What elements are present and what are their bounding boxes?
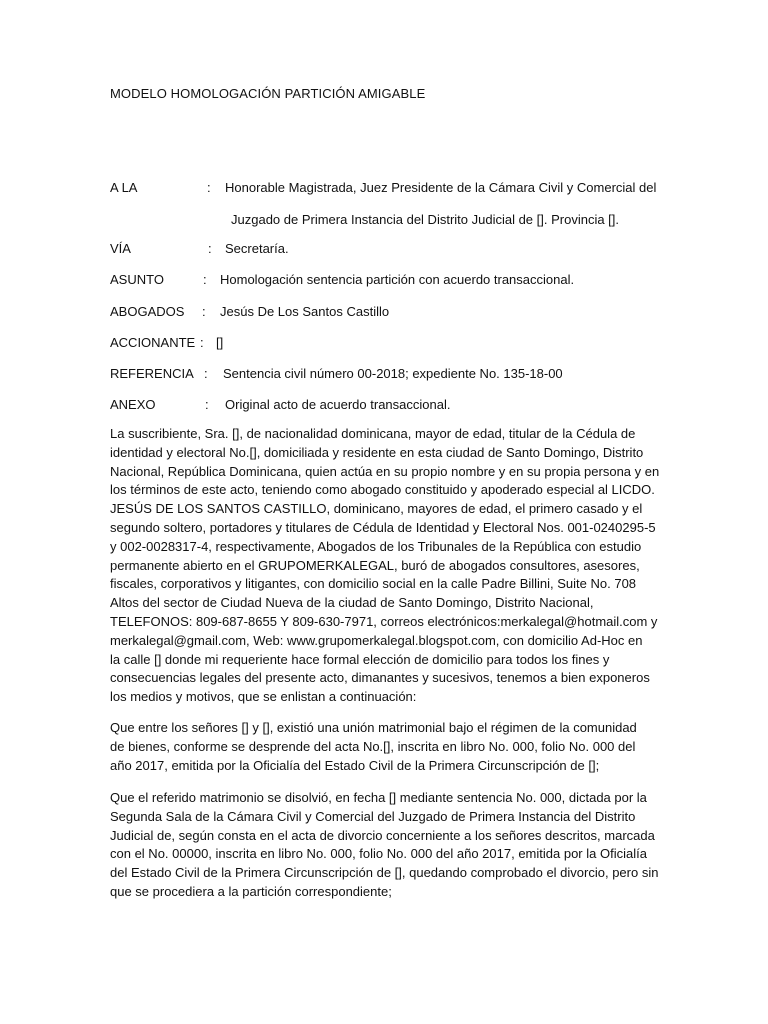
paragraph-line: con el No. 00000, inscrita en libro No. 000, folio No. 000 del año 2017, emitida por la Oficialía xyxy=(110,846,647,862)
paragraph-line: fiscales, corporativos y litigantes, con domicilio social en la calle Padre Billini, Suite No. 708 xyxy=(110,576,637,592)
field-abogados-colon: : xyxy=(202,304,206,319)
paragraph-line: segundo soltero, portadores y titulares de Cédula de Identidad y Electoral Nos. 001-0240295-5 xyxy=(110,519,656,535)
paragraph-line: y 002-0028317-4, respectivamente, Abogados de los Tribunales de la República con estudio xyxy=(110,538,642,554)
field-referencia-label: REFERENCIA xyxy=(110,366,194,381)
paragraph-line: JESÚS DE LOS SANTOS CASTILLO, dominicano, mayores de edad, el primero casado y el xyxy=(110,501,643,517)
paragraph-line: los medios y motivos, que se enlistan a continuación: xyxy=(110,689,417,705)
paragraph-line: que se procediera a la partición correspondiente; xyxy=(110,883,392,899)
field-referencia-value: Sentencia civil número 00-2018; expediente No. 135-18-00 xyxy=(223,366,563,381)
paragraph-line: Segunda Sala de la Cámara Civil y Comercial del Juzgado de Primera Instancia del Distrito xyxy=(110,808,636,824)
field-abogados-value: Jesús De Los Santos Castillo xyxy=(220,304,390,319)
field-anexo-colon: : xyxy=(205,397,209,412)
paragraph-line: del Estado Civil de la Primera Circunscripción de [], quedando comprobado el divorcio, pero sin xyxy=(110,865,659,881)
paragraph-line: los términos de este acto, teniendo como abogado constituido y apoderado especial al LICDO. xyxy=(110,482,655,498)
paragraph-line: TELEFONOS: 809-687-8655 Y 809-630-7971, correos electrónicos:merkalegal@hotmail.com y xyxy=(110,613,658,629)
field-a-la-value-line1: Honorable Magistrada, Juez Presidente de la Cámara Civil y Comercial del xyxy=(225,180,657,195)
paragraph-line: identidad y electoral No.[], domiciliada y residente en esta ciudad de Santo Domingo, Distrito xyxy=(110,444,644,460)
paragraph-line: consecuencias legales del presente acto, dimanantes y sucesivos, tenemos a bien exponeros xyxy=(110,670,650,686)
field-via-value: Secretaría. xyxy=(225,241,289,256)
field-via-colon: : xyxy=(208,241,212,256)
field-accionante-value: [] xyxy=(216,335,224,350)
field-asunto-colon: : xyxy=(203,272,207,287)
field-asunto-value: Homologación sentencia partición con acuerdo transaccional. xyxy=(220,272,575,287)
paragraph-line: Que el referido matrimonio se disolvió, en fecha [] mediante sentencia No. 000, dictada por la xyxy=(110,790,647,805)
field-accionante-colon: : xyxy=(200,335,204,350)
paragraph-line: Nacional, República Dominicana, quien actúa en su propio nombre y en su propia persona y en xyxy=(110,463,660,479)
body-paragraph-2 xyxy=(110,719,658,775)
paragraph-line: de bienes, conforme se desprende del acta No.[], inscrita en libro No. 000, folio No. 000 del xyxy=(110,738,636,754)
field-a-la-colon: : xyxy=(207,180,211,195)
body-paragraph-3 xyxy=(110,789,658,902)
field-a-la-value-line2: Juzgado de Primera Instancia del Distrito Judicial de []. Provincia []. xyxy=(231,212,620,227)
paragraph-line: permanente abierto en el GRUPOMERKALEGAL, buró de abogados consultores, asesores, xyxy=(110,557,640,573)
field-referencia-colon: : xyxy=(204,366,208,381)
paragraph-line: merkalegal@gmail.com, Web: www.grupomerkalegal.blogspot.com, con domicilio Ad-Hoc en xyxy=(110,632,643,648)
field-asunto-label: ASUNTO xyxy=(110,272,164,287)
paragraph-line: Que entre los señores [] y [], existió una unión matrimonial bajo el régimen de la comunidad xyxy=(110,720,637,735)
field-anexo-label: ANEXO xyxy=(110,397,156,412)
field-anexo-value: Original acto de acuerdo transaccional. xyxy=(225,397,451,412)
paragraph-line: La suscribiente, Sra. [], de nacionalidad dominicana, mayor de edad, titular de la Cédula de xyxy=(110,426,636,441)
paragraph-line: la calle [] donde mi requeriente hace formal elección de domicilio para todos los fines y xyxy=(110,651,610,667)
field-a-la-label: A LA xyxy=(110,180,138,195)
body-paragraph-1 xyxy=(110,425,658,707)
paragraph-line: año 2017, emitida por la Oficialía del Estado Civil de la Primera Circunscripción de []; xyxy=(110,757,600,773)
document-title: MODELO HOMOLOGACIÓN PARTICIÓN AMIGABLE xyxy=(110,86,426,101)
paragraph-line: Altos del sector de Ciudad Nueva de la ciudad de Santo Domingo, Distrito Nacional, xyxy=(110,595,594,611)
field-via-label: VÍA xyxy=(110,241,131,256)
field-accionante-label: ACCIONANTE xyxy=(110,335,196,350)
field-abogados-label: ABOGADOS xyxy=(110,304,185,319)
paragraph-line: Judicial de, según consta en el acta de divorcio concerniente a los señores descritos, marcada xyxy=(110,827,655,843)
